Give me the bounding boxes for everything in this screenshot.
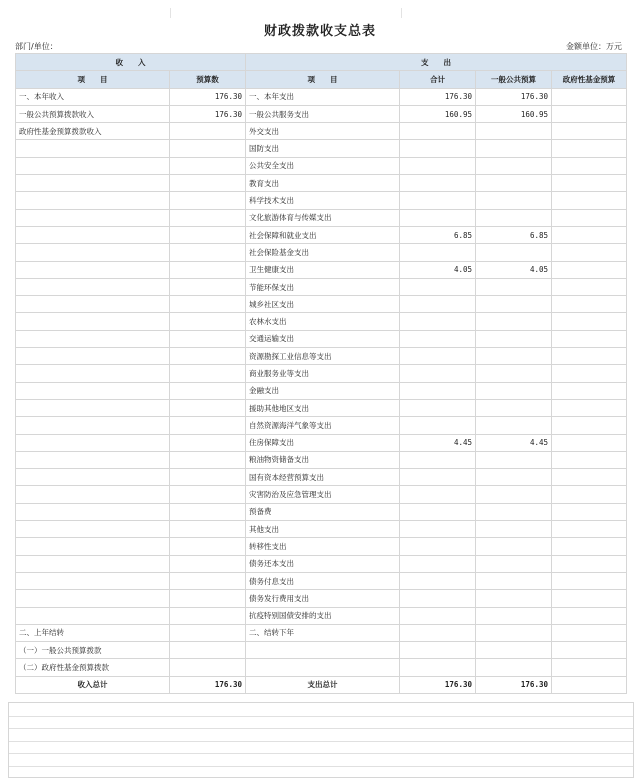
cell-expense-item: 援助其他地区支出 (246, 399, 400, 416)
budget-table (15, 53, 627, 694)
cell-expense-fund (552, 88, 627, 105)
cell-expense-item (246, 659, 400, 676)
cell-income-item (16, 313, 170, 330)
cell-income-item (16, 417, 170, 434)
empty-sheet-area (8, 702, 634, 778)
table-row (16, 659, 627, 676)
income-total-value: 176.30 (170, 676, 246, 693)
table-row (16, 105, 627, 122)
cell-expense-fund (552, 140, 627, 157)
table-row (16, 434, 627, 451)
cell-expense-general (476, 503, 552, 520)
cell-income-budget (170, 278, 246, 295)
cell-income-budget (170, 417, 246, 434)
table-row (16, 157, 627, 174)
cell-expense-item: 金融支出 (246, 382, 400, 399)
cell-income-item (16, 503, 170, 520)
cell-expense-total (400, 192, 476, 209)
cell-expense-fund (552, 417, 627, 434)
cell-expense-general (476, 399, 552, 416)
cell-expense-total (400, 659, 476, 676)
cell-expense-total (400, 123, 476, 140)
cell-expense-total (400, 399, 476, 416)
cell-income-item (16, 348, 170, 365)
page-title: 财政拨款收支总表 (263, 24, 376, 39)
cell-expense-total (400, 175, 476, 192)
cell-expense-item: 外交支出 (246, 123, 400, 140)
cell-income-budget (170, 209, 246, 226)
cell-expense-total: 4.05 (400, 261, 476, 278)
table-row (16, 538, 627, 555)
cell-expense-general (476, 244, 552, 261)
cell-expense-total (400, 469, 476, 486)
cell-expense-item: 国防支出 (246, 140, 400, 157)
cell-expense-total (400, 209, 476, 226)
cell-income-item (16, 226, 170, 243)
cell-expense-general (476, 521, 552, 538)
table-row (16, 451, 627, 468)
header-income-budget: 预算数 (170, 71, 246, 88)
cell-income-item (16, 140, 170, 157)
cell-expense-item (246, 642, 400, 659)
cell-expense-item: 资源勘探工业信息等支出 (246, 348, 400, 365)
cell-expense-total (400, 244, 476, 261)
cell-expense-general (476, 313, 552, 330)
cell-expense-fund (552, 330, 627, 347)
cell-expense-fund (552, 313, 627, 330)
cell-expense-total (400, 503, 476, 520)
cell-income-budget (170, 555, 246, 572)
table-row (16, 192, 627, 209)
cell-expense-general (476, 659, 552, 676)
cell-income-budget (170, 175, 246, 192)
cell-expense-total (400, 590, 476, 607)
expense-total-value: 176.30 (400, 676, 476, 693)
cell-income-item: 政府性基金预算拨款收入 (16, 123, 170, 140)
cell-expense-fund (552, 572, 627, 589)
cell-expense-item: 债务还本支出 (246, 555, 400, 572)
cell-income-budget (170, 330, 246, 347)
table-row (16, 607, 627, 624)
table-row (16, 590, 627, 607)
cell-income-budget (170, 607, 246, 624)
cell-income-budget (170, 521, 246, 538)
cell-expense-item: 债务付息支出 (246, 572, 400, 589)
cell-expense-general (476, 192, 552, 209)
cell-income-budget (170, 486, 246, 503)
cell-expense-fund (552, 261, 627, 278)
cell-expense-total (400, 313, 476, 330)
cell-expense-fund (552, 607, 627, 624)
cell-income-item (16, 555, 170, 572)
cell-expense-item: 转移性支出 (246, 538, 400, 555)
cell-income-item (16, 486, 170, 503)
table-row (16, 330, 627, 347)
cell-expense-general (476, 278, 552, 295)
cell-expense-general (476, 572, 552, 589)
cell-expense-general: 176.30 (476, 88, 552, 105)
cell-income-item: （一）一般公共预算拨款 (16, 642, 170, 659)
cell-expense-total (400, 382, 476, 399)
cell-income-budget (170, 296, 246, 313)
cell-expense-item: 城乡社区支出 (246, 296, 400, 313)
cell-expense-general (476, 486, 552, 503)
table-row (16, 226, 627, 243)
cell-expense-total: 6.85 (400, 226, 476, 243)
cell-income-item (16, 590, 170, 607)
cell-income-budget (170, 451, 246, 468)
table-row (16, 244, 627, 261)
cell-expense-fund (552, 555, 627, 572)
cell-expense-general (476, 538, 552, 555)
table-row (16, 624, 627, 641)
cell-income-item: 一、本年收入 (16, 88, 170, 105)
cell-expense-general: 4.45 (476, 434, 552, 451)
cell-expense-fund (552, 659, 627, 676)
cell-expense-general (476, 607, 552, 624)
cell-income-budget (170, 348, 246, 365)
cell-expense-general (476, 365, 552, 382)
cell-expense-item: 社会保障和就业支出 (246, 226, 400, 243)
cell-expense-item: 商业服务业等支出 (246, 365, 400, 382)
header-income: 收 入 (16, 54, 246, 71)
cell-income-budget (170, 123, 246, 140)
cell-income-item (16, 175, 170, 192)
sheet-grid-line (9, 753, 633, 754)
table-row (16, 296, 627, 313)
department-label: 部门/单位： (15, 42, 58, 51)
cell-income-budget (170, 624, 246, 641)
cell-income-item (16, 192, 170, 209)
cell-expense-general (476, 451, 552, 468)
cell-expense-item: 灾害防治及应急管理支出 (246, 486, 400, 503)
table-row (16, 521, 627, 538)
cell-expense-general (476, 209, 552, 226)
cell-expense-total (400, 572, 476, 589)
cell-expense-general (476, 330, 552, 347)
header-expense-general: 一般公共预算 (476, 71, 552, 88)
cell-expense-general (476, 382, 552, 399)
cell-expense-total (400, 296, 476, 313)
cell-expense-fund (552, 521, 627, 538)
cell-expense-fund (552, 624, 627, 641)
cell-expense-total: 4.45 (400, 434, 476, 451)
cell-expense-item: 国有资本经营预算支出 (246, 469, 400, 486)
cell-income-item: 二、上年结转 (16, 624, 170, 641)
header-income-item: 项 目 (16, 71, 170, 88)
cell-income-budget (170, 399, 246, 416)
cell-expense-general (476, 140, 552, 157)
table-row (16, 642, 627, 659)
cell-expense-fund (552, 399, 627, 416)
cell-expense-total (400, 330, 476, 347)
cell-income-budget (170, 140, 246, 157)
table-row (16, 382, 627, 399)
expense-total-label: 支出总计 (246, 676, 400, 693)
cell-expense-item: 农林水支出 (246, 313, 400, 330)
cell-expense-total (400, 486, 476, 503)
table-row (16, 399, 627, 416)
cell-expense-total (400, 521, 476, 538)
cell-expense-general (476, 624, 552, 641)
cell-income-budget (170, 382, 246, 399)
table-row (16, 555, 627, 572)
cell-income-item (16, 261, 170, 278)
cell-expense-fund (552, 348, 627, 365)
cell-expense-total (400, 555, 476, 572)
cell-income-budget (170, 261, 246, 278)
header-row-groups (16, 54, 627, 71)
table-row (16, 572, 627, 589)
cell-expense-fund (552, 123, 627, 140)
cell-income-item (16, 607, 170, 624)
cell-income-item (16, 538, 170, 555)
cell-expense-general: 6.85 (476, 226, 552, 243)
cell-expense-fund (552, 538, 627, 555)
cell-income-item (16, 365, 170, 382)
cell-income-item (16, 157, 170, 174)
cell-income-budget (170, 469, 246, 486)
cell-expense-general (476, 590, 552, 607)
cell-expense-item: 预备费 (246, 503, 400, 520)
cell-expense-total (400, 348, 476, 365)
cell-income-item (16, 296, 170, 313)
cell-expense-item: 文化旅游体育与传媒支出 (246, 209, 400, 226)
header-expense: 支 出 (246, 54, 627, 71)
cell-expense-item: 卫生健康支出 (246, 261, 400, 278)
cell-income-budget (170, 538, 246, 555)
cell-expense-item: 社会保险基金支出 (246, 244, 400, 261)
cell-expense-fund (552, 503, 627, 520)
table-row (16, 88, 627, 105)
cell-income-item (16, 572, 170, 589)
cell-expense-general: 4.05 (476, 261, 552, 278)
cell-expense-total (400, 642, 476, 659)
cell-expense-item: 粮油物资储备支出 (246, 451, 400, 468)
cell-expense-total (400, 451, 476, 468)
cell-income-budget (170, 157, 246, 174)
cell-expense-fund (552, 244, 627, 261)
cell-expense-fund (552, 278, 627, 295)
cell-expense-fund (552, 365, 627, 382)
cell-expense-fund (552, 105, 627, 122)
sheet-grid-line (9, 741, 633, 742)
cell-expense-total: 176.30 (400, 88, 476, 105)
table-row (16, 348, 627, 365)
cell-expense-general (476, 417, 552, 434)
cell-expense-general (476, 175, 552, 192)
header-expense-total: 合计 (400, 71, 476, 88)
cell-expense-fund (552, 469, 627, 486)
table-row (16, 209, 627, 226)
cell-expense-fund (552, 451, 627, 468)
cell-expense-item: 一般公共服务支出 (246, 105, 400, 122)
cell-expense-general (476, 348, 552, 365)
cell-income-item (16, 521, 170, 538)
cell-expense-general (476, 642, 552, 659)
cell-expense-total (400, 365, 476, 382)
cell-expense-fund (552, 382, 627, 399)
cell-expense-fund (552, 226, 627, 243)
table-row (16, 261, 627, 278)
cell-expense-item: 其他支出 (246, 521, 400, 538)
cell-income-budget (170, 226, 246, 243)
cell-income-item (16, 434, 170, 451)
cell-income-item (16, 382, 170, 399)
header-expense-fund: 政府性基金预算 (552, 71, 627, 88)
cell-expense-fund (552, 157, 627, 174)
table-row (16, 313, 627, 330)
table-row (16, 175, 627, 192)
cell-expense-general (476, 555, 552, 572)
cell-expense-item: 节能环保支出 (246, 278, 400, 295)
cell-expense-general: 160.95 (476, 105, 552, 122)
cell-income-item (16, 469, 170, 486)
cell-expense-fund (552, 642, 627, 659)
cell-income-item: 一般公共预算拨款收入 (16, 105, 170, 122)
cell-expense-item: 债务发行费用支出 (246, 590, 400, 607)
table-row (16, 503, 627, 520)
cell-expense-total (400, 607, 476, 624)
cell-expense-general (476, 157, 552, 174)
expense-general-total: 176.30 (476, 676, 552, 693)
table-row (16, 123, 627, 140)
cell-expense-item: 交通运输支出 (246, 330, 400, 347)
cell-expense-general (476, 123, 552, 140)
cell-expense-fund (552, 209, 627, 226)
income-total-label: 收入总计 (16, 676, 170, 693)
cell-expense-item: 自然资源海洋气象等支出 (246, 417, 400, 434)
cell-income-item: （二）政府性基金预算拨款 (16, 659, 170, 676)
table-row (16, 365, 627, 382)
cell-expense-total (400, 538, 476, 555)
sheet-grid-line (9, 728, 633, 729)
table-row (16, 486, 627, 503)
cell-expense-item: 一、本年支出 (246, 88, 400, 105)
cell-expense-total (400, 140, 476, 157)
cell-income-budget (170, 503, 246, 520)
table-row (16, 417, 627, 434)
cell-income-budget (170, 365, 246, 382)
cell-income-item (16, 399, 170, 416)
cell-expense-item: 抗疫特别国债安排的支出 (246, 607, 400, 624)
unit-label: 金额单位：万元 (566, 42, 622, 51)
cell-income-item (16, 451, 170, 468)
cell-expense-fund (552, 175, 627, 192)
cell-expense-total (400, 278, 476, 295)
table-row (16, 140, 627, 157)
sheet-grid-line (9, 716, 633, 717)
expense-fund-total (552, 676, 627, 693)
cell-expense-fund (552, 296, 627, 313)
cell-income-budget (170, 434, 246, 451)
cell-expense-general (476, 469, 552, 486)
cell-expense-fund (552, 486, 627, 503)
cell-expense-fund (552, 192, 627, 209)
cell-income-budget (170, 572, 246, 589)
sheet-grid-top (170, 8, 402, 18)
cell-income-budget (170, 192, 246, 209)
cell-income-item (16, 278, 170, 295)
cell-expense-item: 科学技术支出 (246, 192, 400, 209)
cell-income-budget (170, 659, 246, 676)
cell-income-budget: 176.30 (170, 105, 246, 122)
table-row (16, 469, 627, 486)
cell-expense-fund (552, 590, 627, 607)
cell-expense-item: 公共安全支出 (246, 157, 400, 174)
cell-income-item (16, 330, 170, 347)
cell-income-budget (170, 642, 246, 659)
cell-income-budget: 176.30 (170, 88, 246, 105)
cell-income-budget (170, 590, 246, 607)
cell-expense-item: 教育支出 (246, 175, 400, 192)
sheet-grid-line (9, 766, 633, 767)
cell-expense-fund (552, 434, 627, 451)
cell-expense-item: 二、结转下年 (246, 624, 400, 641)
cell-expense-total (400, 417, 476, 434)
header-expense-item: 项 目 (246, 71, 400, 88)
cell-expense-general (476, 296, 552, 313)
cell-expense-total (400, 624, 476, 641)
cell-income-item (16, 209, 170, 226)
cell-expense-total (400, 157, 476, 174)
cell-income-budget (170, 244, 246, 261)
totals-row (16, 676, 627, 693)
cell-income-budget (170, 313, 246, 330)
cell-income-item (16, 244, 170, 261)
table-row (16, 278, 627, 295)
header-row-columns (16, 71, 627, 88)
cell-expense-total: 160.95 (400, 105, 476, 122)
cell-expense-item: 住房保障支出 (246, 434, 400, 451)
